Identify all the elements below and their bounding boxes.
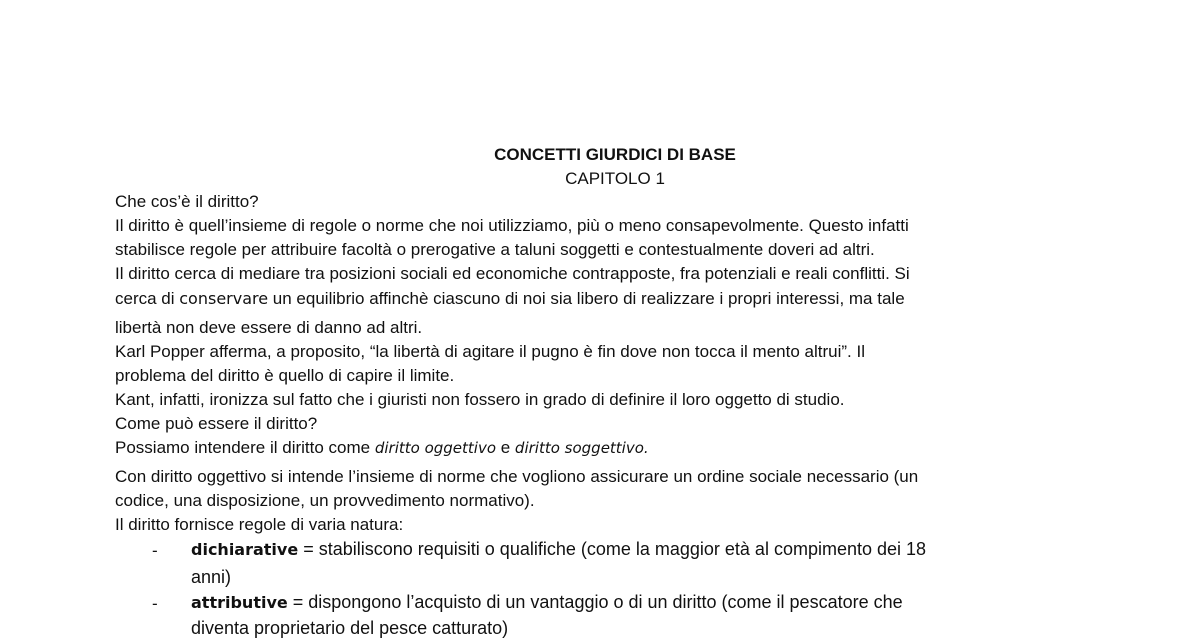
- paragraph-line: codice, una disposizione, un provvedimento normativo).: [115, 491, 535, 510]
- emphasis-text: diritto oggettivo: [374, 439, 497, 457]
- paragraph-line: Il diritto è quell’insieme di regole o norme che noi utilizziamo, più o meno consapevolmente. Questo infatti: [115, 216, 909, 235]
- paragraph-line: Come può essere il diritto?: [115, 414, 318, 433]
- bullet-continuation: diventa proprietario del pesce catturato): [191, 618, 509, 638]
- paragraph-line: libertà non deve essere di danno ad altri.: [115, 318, 423, 337]
- bullet-text: = dispongono l’acquisto di un vantaggio o di un diritto (come il pescatore che: [287, 592, 903, 612]
- bullet-text: = stabiliscono requisiti o qualifiche (come la maggior età al compimento dei 18: [298, 539, 927, 559]
- paragraph-line: [115, 289, 905, 309]
- paragraph-line: [115, 438, 649, 458]
- bullet-item: [191, 592, 903, 613]
- text-segment: Possiamo intendere il diritto come: [115, 438, 375, 457]
- paragraph-line: Kant, infatti, ironizza sul fatto che i giuristi non fossero in grado di definire il loro oggetto di studio.: [115, 390, 845, 409]
- paragraph-line: Il diritto fornisce regole di varia natura:: [115, 515, 404, 534]
- text-segment: cerca di: [115, 289, 180, 308]
- paragraph-line: Che cos’è il diritto?: [115, 192, 259, 211]
- bullet-term: attributive: [191, 593, 288, 612]
- paragraph-line: Il diritto cerca di mediare tra posizioni sociali ed economiche contrapposte, fra potenziali e reali conflitti. Si: [115, 264, 910, 283]
- bullet-dash: -: [152, 541, 158, 560]
- bullet-dash: -: [152, 594, 158, 613]
- bullet-item: [191, 539, 926, 560]
- paragraph-line: Karl Popper afferma, a proposito, “la libertà di agitare il pugno è fin dove non tocca il mento altrui”. Il: [115, 342, 865, 361]
- bullet-term: dichiarative: [191, 540, 299, 559]
- text-segment: e: [496, 438, 515, 457]
- chapter-subtitle: CAPITOLO 1: [565, 169, 665, 188]
- bullet-continuation: anni): [191, 567, 232, 587]
- text-segment: conservare: [179, 289, 269, 308]
- paragraph-line: Con diritto oggettivo si intende l’insieme di norme che vogliono assicurare un ordine sociale necessario (un: [115, 467, 919, 486]
- paragraph-line: stabilisce regole per attribuire facoltà o prerogative a taluni soggetti e contestualmente doveri ad altri.: [115, 240, 875, 259]
- paragraph-line: problema del diritto è quello di capire il limite.: [115, 366, 455, 385]
- text-segment: un equilibrio affinchè ciascuno di noi sia libero di realizzare i propri interessi, ma tale: [268, 289, 905, 308]
- document-title: CONCETTI GIURDICI DI BASE: [494, 145, 736, 164]
- emphasis-text: diritto soggettivo.: [514, 439, 649, 457]
